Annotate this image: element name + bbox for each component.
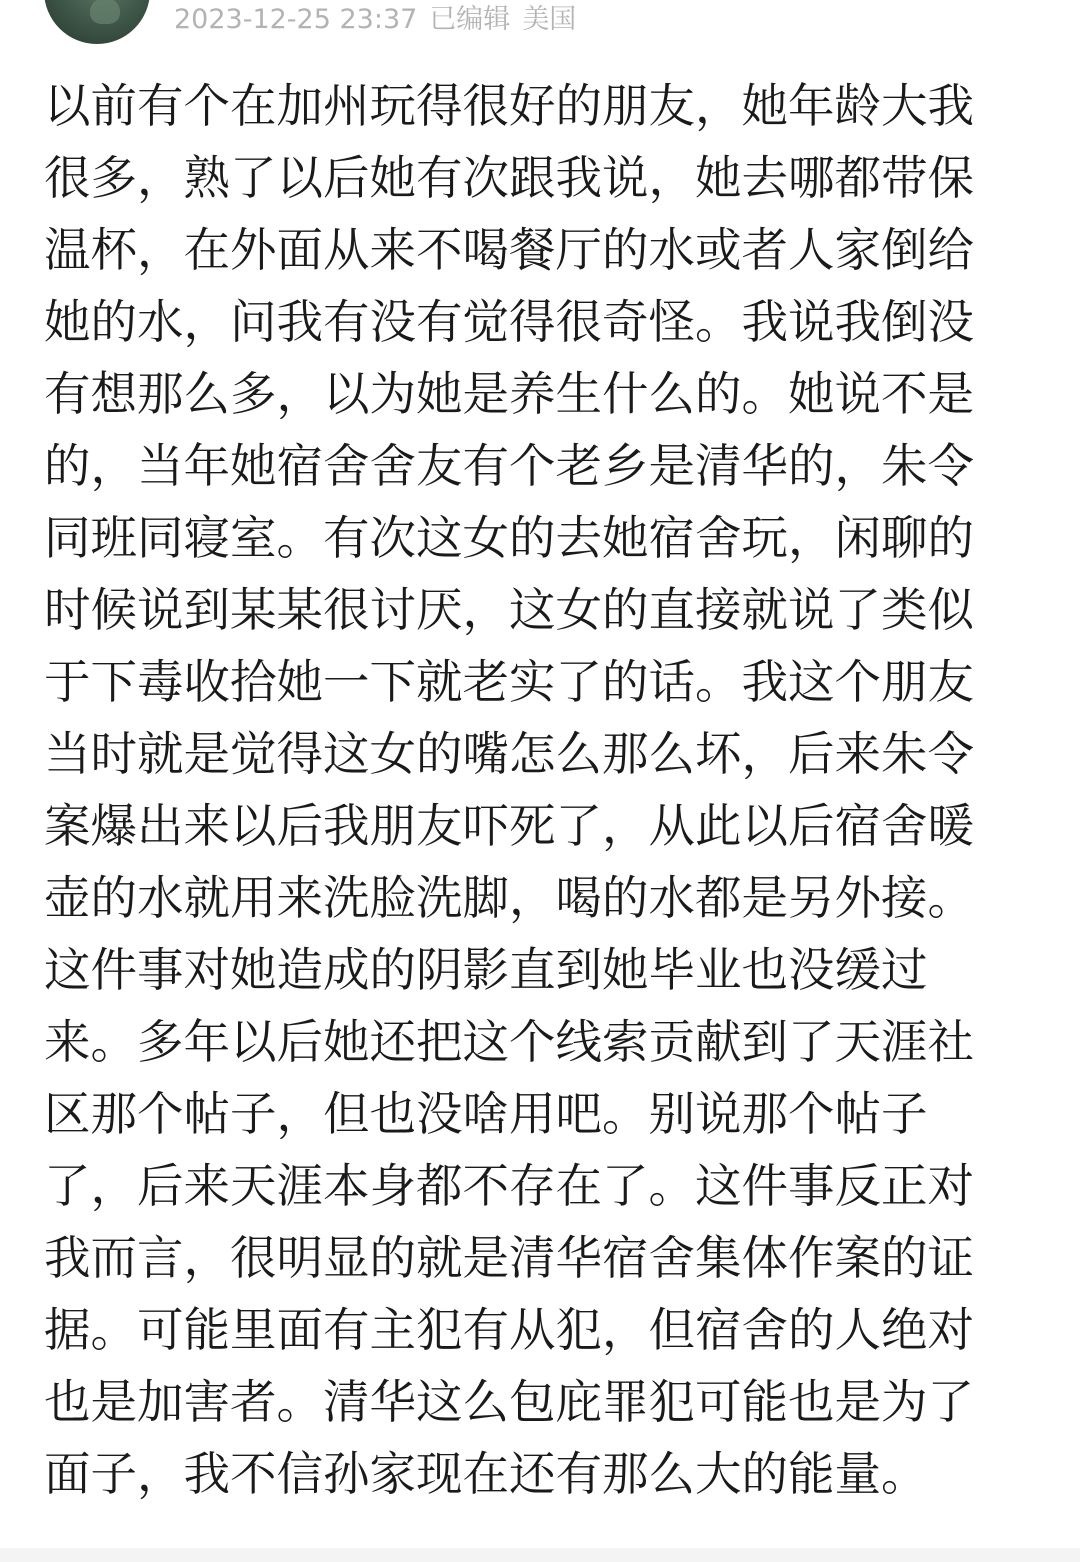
- edited-label: 已编辑: [429, 4, 511, 35]
- post-location: 美国: [522, 4, 577, 35]
- post-header: [0, 0, 1080, 60]
- bottom-divider: [0, 1548, 1080, 1562]
- post-timestamp: 2023-12-25 23:37: [174, 4, 418, 35]
- avatar-image-detail: [90, 0, 120, 24]
- post-meta: [174, 2, 588, 38]
- post-body-text: 以前有个在加州玩得很好的朋友，她年龄大我很多，熟了以后她有次跟我说，她去哪都带保温杯，在外面从来不喝餐厅的水或者人家倒给她的水，问我有没有觉得很奇怪。我说我倒没有想那么多，以为她是养生什么的。她说不是的，当年她宿舍舍友有个老乡是清华的，朱令同班同寝室。有次这女的去她宿舍玩，闲聊的时候说到某某很讨厌，这女的直接就说了类似于下毒收拾她一下就老实了的话。我这个朋友当时就是觉得这女的嘴怎么那么坏，后来朱令案爆出来以后我朋友吓死了，从此以后宿舍暖壶的水就用来洗脸洗脚，喝的水都是另外接。这件事对她造成的阴影直到她毕业也没缓过来。多年以后她还把这个线索贡献到了天涯社区那个帖子，但也没啥用吧。别说那个帖子了，后来天涯本身都不存在了。这件事反正对我而言，很明显的就是清华宿舍集体作案的证据。可能里面有主犯有从犯，但宿舍的人绝对也是加害者。清华这么包庇罪犯可能也是为了面子，我不信孙家现在还有那么大的能量。: [44, 79, 974, 1501]
- avatar[interactable]: [44, 0, 150, 44]
